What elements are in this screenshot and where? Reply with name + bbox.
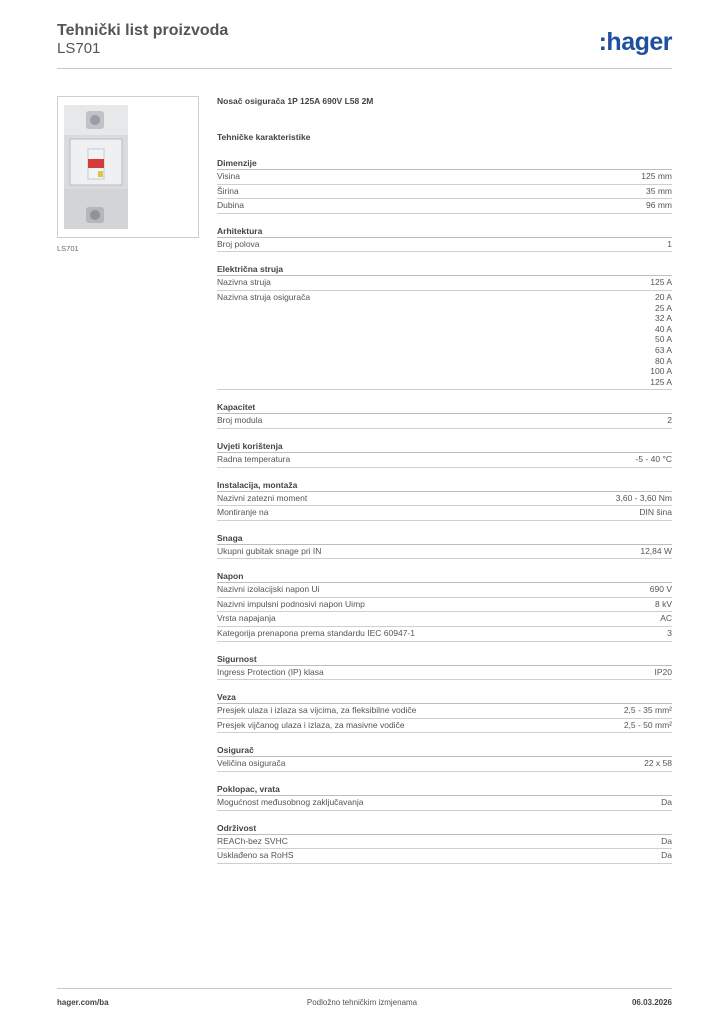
spec-section (217, 532, 672, 560)
spec-label: Nazivni izolacijski napon Ui (217, 584, 320, 595)
spec-row (217, 757, 672, 772)
spec-value-item: 690 V (649, 584, 672, 595)
spec-value-item: Da (661, 797, 672, 808)
section-title: Uvjeti korištenja (217, 440, 672, 453)
spec-value (644, 757, 672, 771)
page-title: Tehnički list proizvoda (57, 22, 229, 39)
spec-row (217, 796, 672, 811)
product-code: LS701 (57, 40, 101, 57)
spec-value-item: 3 (667, 628, 672, 639)
spec-label: Ingress Protection (IP) klasa (217, 666, 324, 677)
spec-row (217, 492, 672, 507)
spec-value (667, 627, 672, 641)
section-title: Osigurač (217, 744, 672, 757)
section-title: Električna struja (217, 263, 672, 276)
spec-value (661, 849, 672, 863)
spec-value (616, 492, 672, 506)
spec-label: Veličina osigurača (217, 758, 286, 769)
spec-value-item: 8 kV (654, 598, 672, 609)
spec-value-item: 1 (667, 238, 672, 249)
spec-value (646, 185, 672, 199)
spec-value (624, 704, 672, 718)
spec-value-item: 2,5 - 35 mm² (623, 705, 672, 716)
spec-row (217, 170, 672, 185)
spec-value (655, 598, 672, 612)
spec-row (217, 506, 672, 521)
spec-content (217, 96, 672, 875)
spec-row (217, 583, 672, 598)
spec-value (650, 583, 672, 597)
footer-website: hager.com/ba (57, 998, 109, 1007)
section-title: Poklopac, vrata (217, 783, 672, 796)
footer-divider (57, 988, 672, 989)
section-title: Arhitektura (217, 225, 672, 238)
spec-label: Mogućnost međusobnog zaključavanja (217, 797, 364, 808)
spec-label: Ukupni gubitak snage pri IN (217, 545, 322, 556)
spec-label: Broj polova (217, 238, 260, 249)
spec-value-item: 100 A (650, 366, 672, 377)
spec-value-item: 125 mm (641, 171, 672, 181)
spec-section (217, 653, 672, 681)
spec-value-item: Da (661, 850, 672, 861)
hager-logo: :hager (598, 28, 672, 56)
spec-label: Širina (217, 185, 239, 196)
spec-label: Nazivni zatezni moment (217, 492, 308, 503)
spec-value-item: 96 mm (646, 200, 672, 211)
spec-value-item: 25 A (654, 302, 672, 313)
spec-row (217, 545, 672, 560)
spec-label: Nazivni impulsni podnosivi napon Uimp (217, 598, 365, 609)
spec-label: Nazivna struja (217, 277, 271, 288)
spec-label: REACh-bez SVHC (217, 835, 288, 846)
section-title: Dimenzije (217, 157, 672, 170)
spec-label: Dubina (217, 200, 244, 211)
product-image (57, 96, 199, 238)
spec-label: Presjek vijčanog ulaza i izlaza, za masivne vodiče (217, 719, 405, 730)
spec-value (650, 276, 672, 290)
spec-value-item: 20 A (654, 291, 672, 302)
spec-row (217, 612, 672, 627)
spec-label: Nazivna struja osigurača (217, 291, 311, 302)
spec-label: Broj modula (217, 415, 263, 426)
spec-label: Kategorija prenapona prema standardu IEC 60947-1 (217, 628, 415, 639)
spec-value-item: 50 A (654, 334, 672, 345)
spec-value-item: 125 A (650, 277, 672, 288)
spec-value-item: 2 (667, 415, 672, 426)
spec-row (217, 666, 672, 681)
spec-value-item: DIN šina (639, 507, 672, 518)
section-title: Napon (217, 570, 672, 583)
spec-section (217, 822, 672, 864)
section-title: Održivost (217, 822, 672, 835)
spec-value (646, 199, 672, 213)
spec-value-item: 125 A (650, 376, 672, 387)
spec-row (217, 598, 672, 613)
footer-date: 06.03.2026 (631, 998, 672, 1007)
spec-value (624, 719, 672, 733)
spec-value (661, 835, 672, 849)
spec-row (217, 238, 672, 253)
spec-row (217, 704, 672, 719)
header-divider (57, 68, 672, 69)
spec-value-item: 22 x 58 (644, 758, 672, 769)
spec-row (217, 276, 672, 291)
spec-section (217, 263, 672, 390)
spec-row (217, 414, 672, 429)
section-title: Instalacija, montaža (217, 479, 672, 492)
spec-value-item: IP20 (654, 666, 672, 677)
spec-value-item: Da (661, 835, 672, 846)
spec-label: Radna temperatura (217, 453, 291, 464)
spec-value-item: 80 A (654, 355, 672, 366)
spec-value-item: AC (660, 613, 672, 624)
image-caption: LS701 (57, 244, 79, 253)
spec-section (217, 401, 672, 429)
section-title: Snaga (217, 532, 672, 545)
spec-section (217, 479, 672, 521)
spec-value (660, 612, 672, 626)
spec-sections (217, 157, 672, 864)
spec-value (667, 414, 672, 428)
spec-value (667, 238, 672, 252)
spec-value-item: 32 A (654, 313, 672, 324)
section-title: Kapacitet (217, 401, 672, 414)
spec-value-item: 35 mm (646, 185, 672, 196)
spec-value-item: 12,84 W (640, 545, 672, 556)
spec-section (217, 691, 672, 733)
spec-section (217, 440, 672, 468)
spec-row (217, 849, 672, 864)
spec-row (217, 835, 672, 850)
spec-value-item: 2,5 - 50 mm² (623, 719, 672, 730)
spec-row (217, 199, 672, 214)
spec-section (217, 157, 672, 214)
tech-characteristics-heading: Tehničke karakteristike (217, 132, 311, 142)
spec-value (636, 453, 672, 467)
section-title: Veza (217, 691, 672, 704)
spec-label: Usklađeno sa RoHS (217, 850, 294, 861)
product-name: Nosač osigurača 1P 125A 690V L58 2M (217, 96, 374, 106)
fuse-holder-icon (58, 97, 198, 237)
spec-value (641, 170, 672, 184)
section-title: Sigurnost (217, 653, 672, 666)
spec-row (217, 453, 672, 468)
spec-value (661, 796, 672, 810)
spec-label: Montiranje na (217, 507, 269, 518)
spec-value-item: -5 - 40 °C (635, 453, 672, 464)
spec-value (655, 666, 673, 680)
spec-label: Presjek ulaza i izlaza sa vijcima, za fleksibilne vodiče (217, 705, 417, 716)
spec-value (650, 291, 672, 389)
spec-row (217, 291, 672, 390)
spec-section (217, 744, 672, 772)
spec-section (217, 783, 672, 811)
footer-note: Podložno tehničkim izmjenama (306, 998, 418, 1007)
spec-row (217, 627, 672, 642)
spec-label: Visina (217, 171, 240, 181)
spec-value-item: 3,60 - 3,60 Nm (615, 492, 672, 503)
spec-value (639, 506, 672, 520)
spec-value (640, 545, 672, 559)
spec-section (217, 570, 672, 641)
spec-section (217, 225, 672, 253)
spec-row (217, 185, 672, 200)
spec-row (217, 719, 672, 734)
spec-value-item: 40 A (654, 323, 672, 334)
spec-label: Vrsta napajanja (217, 613, 276, 624)
spec-value-item: 63 A (654, 344, 672, 355)
